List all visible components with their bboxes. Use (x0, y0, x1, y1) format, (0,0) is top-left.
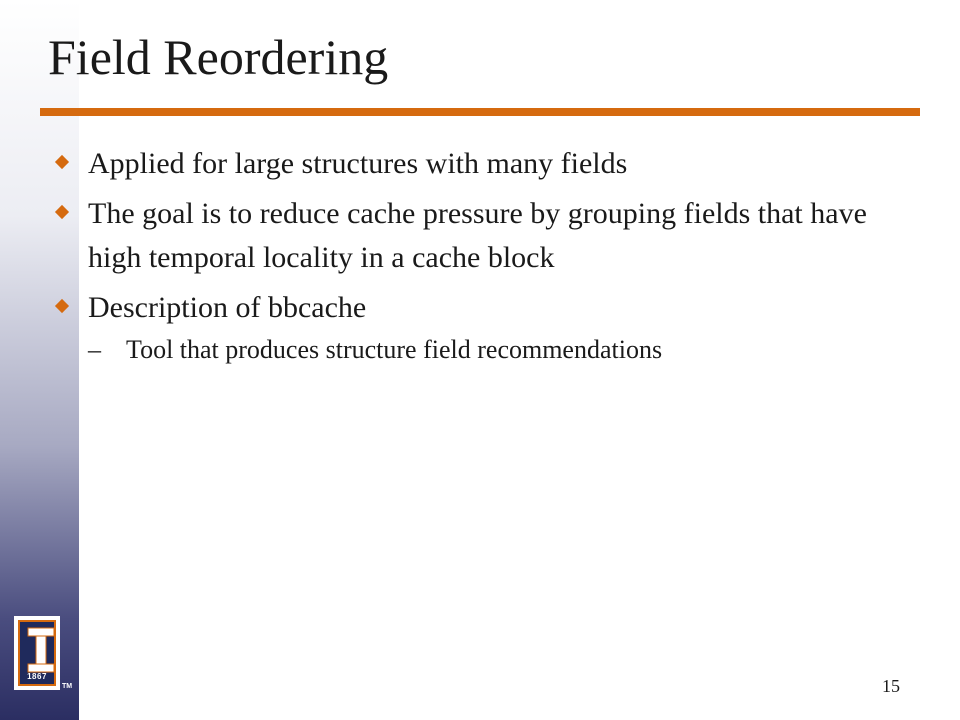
sub-bullet-item (88, 330, 910, 370)
dash-marker: – (88, 335, 101, 364)
trademark-mark: TM (62, 683, 73, 690)
bullet-item (50, 192, 910, 280)
bullet-text: Description of bbcache (88, 291, 367, 324)
bullet-text: The goal is to reduce cache pressure by grouping fields that have high temporal locality in a cache block (88, 197, 867, 274)
orange-diamond-icon (55, 299, 69, 313)
illinois-logo (14, 616, 60, 690)
orange-diamond-icon (55, 155, 69, 169)
bullet-list (50, 142, 910, 376)
slide-title: Field Reordering (48, 29, 389, 85)
sub-bullet-text: Tool that produces structure field recommendations (126, 335, 663, 364)
logo-year: 1867 (27, 672, 47, 681)
title-underline (40, 108, 920, 116)
bullet-text: Applied for large structures with many fields (88, 147, 628, 180)
bullet-item (50, 286, 910, 370)
illinois-block-i-icon (27, 627, 55, 673)
logo-panel (18, 620, 56, 686)
sub-bullet-list (88, 330, 910, 370)
bullet-item (50, 142, 910, 186)
page-number: 15 (882, 676, 900, 696)
orange-diamond-icon (55, 205, 69, 219)
